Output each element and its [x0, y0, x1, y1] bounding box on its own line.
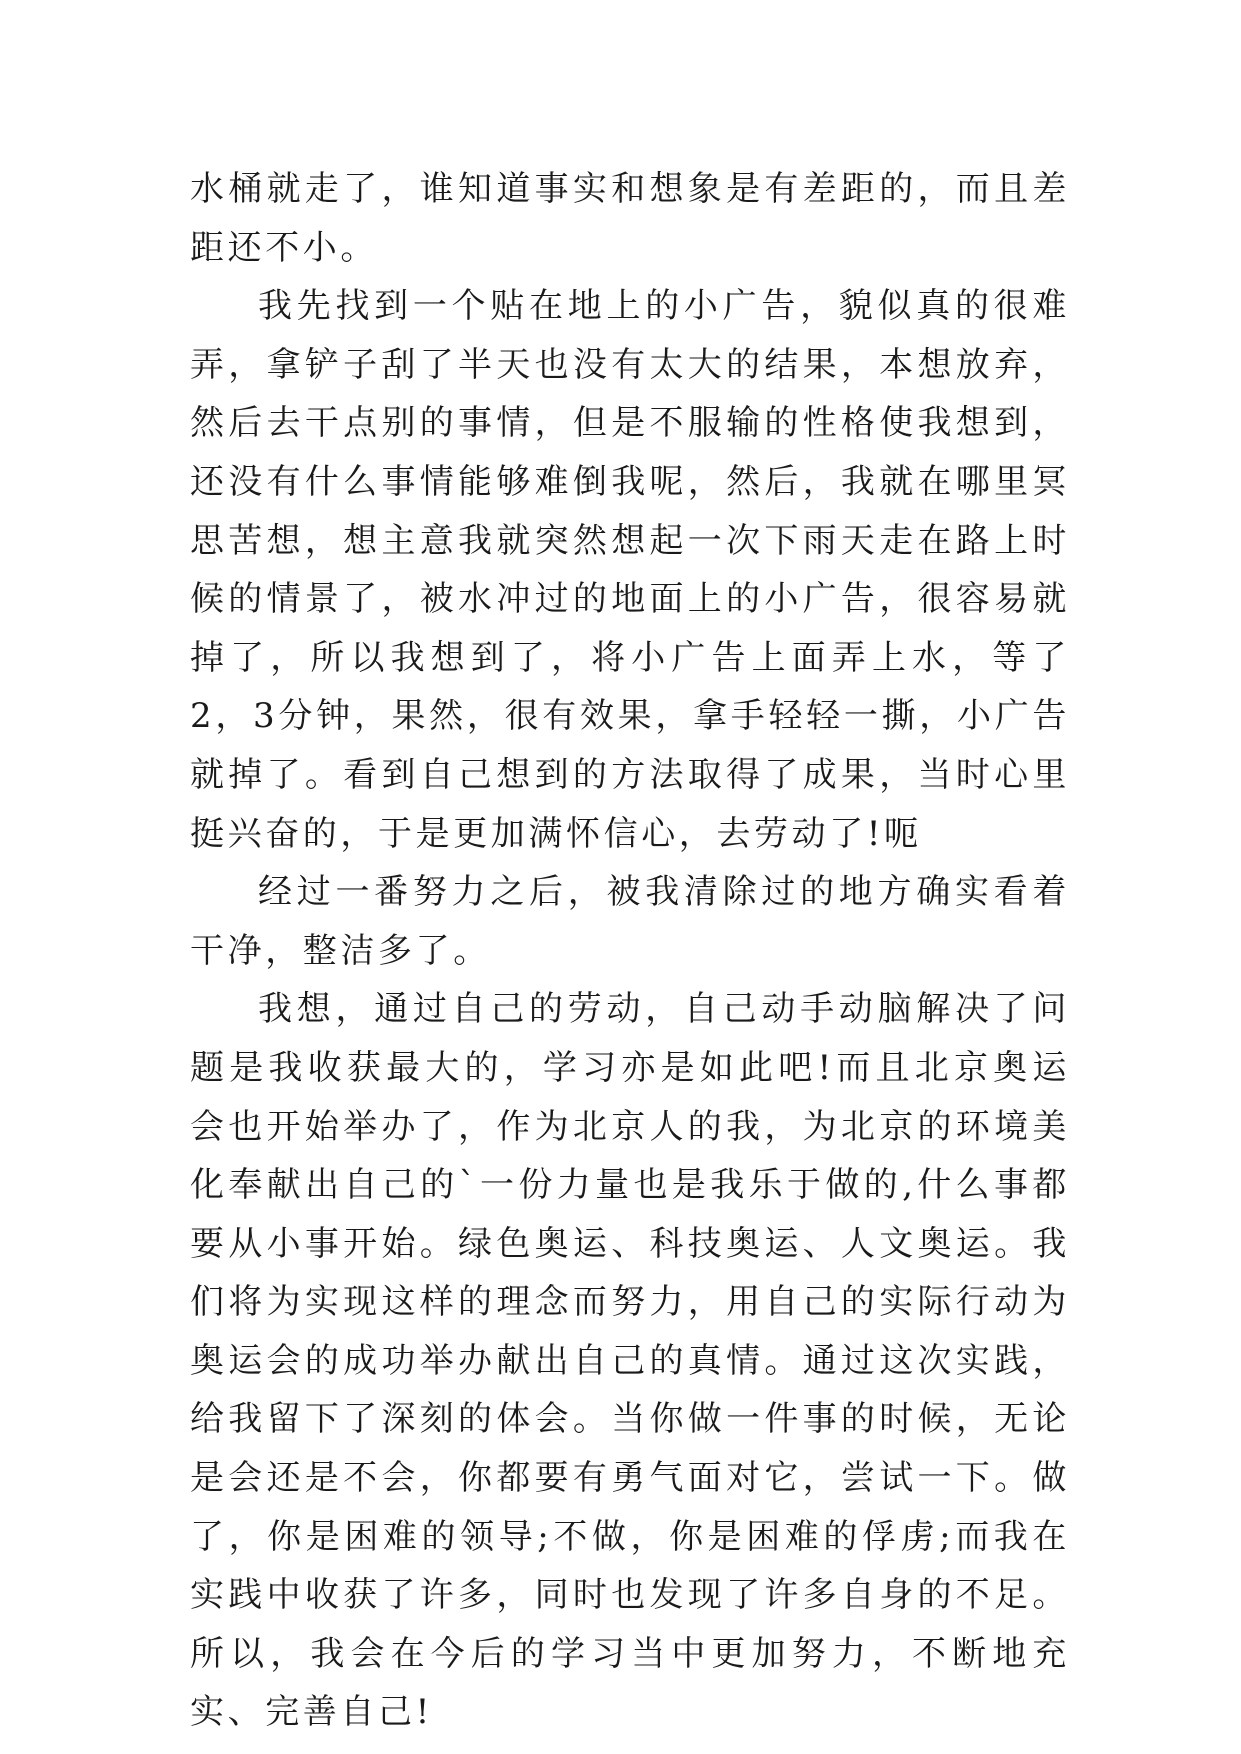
paragraph-3: 经过一番努力之后，被我清除过的地方确实看着干净，整洁多了。 — [190, 872, 1070, 971]
paragraph-4: 我想，通过自己的劳动，自己动手动脑解决了问题是我收获最大的，学习亦是如此吧!而且北京奥运会也开始举办了，作为北京人的我，为北京的环境美化奉献出自己的`一份力量也是我乐于做的,什么事都要从小事开始。绿色奥运、科技奥运、人文奥运。我们将为实现这样的理念而努力，用自己的实际行动为奥运会的成功举办献出自己的真情。通过这次实践，给我留下了深刻的体会。当你做一件事的时候，无论是会还是不会，你都要有勇气面对它，尝试一下。做了，你是困难的领导;不做，你是困难的俘虏;而我在实践中收获了许多，同时也发现了许多自身的不足。所以，我会在今后的学习当中更加努力，不断地充实、完善自己! — [190, 989, 1070, 1733]
paragraph-1: 水桶就走了，谁知道事实和想象是有差距的，而且差距还不小。 — [190, 169, 1070, 268]
paragraph-2: 我先找到一个贴在地上的小广告，貌似真的很难弄，拿铲子刮了半天也没有太大的结果，本想放弃，然后去干点别的事情，但是不服输的性格使我想到，还没有什么事情能够难倒我呢，然后，我就在哪里冥思苦想，想主意我就突然想起一次下雨天走在路上时候的情景了，被水冲过的地面上的小广告，很容易就掉了，所以我想到了，将小广告上面弄上水，等了2，3分钟，果然，很有效果，拿手轻轻一撕，小广告就掉了。看到自己想到的方法取得了成果，当时心里挺兴奋的，于是更加满怀信心，去劳动了!呃 — [190, 286, 1070, 854]
document-body — [190, 160, 1070, 1742]
